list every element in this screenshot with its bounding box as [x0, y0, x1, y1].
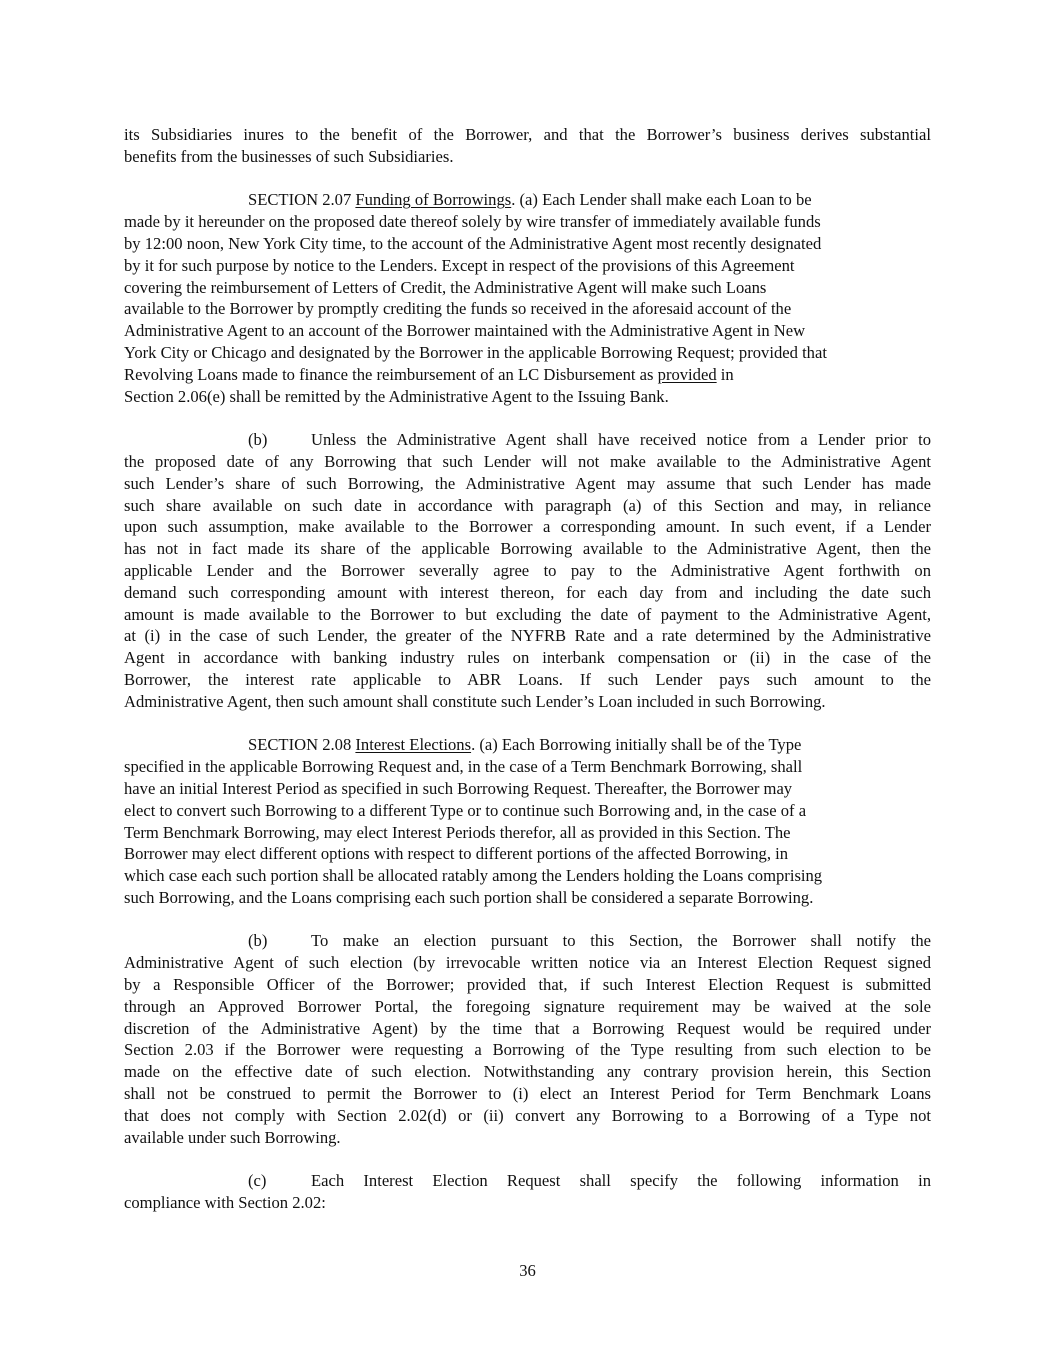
- text-line: York City or Chicago and designated by the Borrower in the applicable Borrowing Request; provided that: [124, 342, 827, 362]
- section-2-08-a: [124, 734, 931, 908]
- text-line: which case each such portion shall be allocated ratably among the Lenders holding the Loans comprising: [124, 866, 823, 886]
- text-line: available to the Borrower by promptly crediting the funds so received in the aforesaid account of the: [124, 299, 792, 319]
- text-line: Administrative Agent, then such amount shall constitute such Lender’s Loan included in such Borrowing.: [124, 691, 826, 711]
- section-2-08-c: [124, 1170, 931, 1214]
- text-line: made on the effective date of such election. Notwithstanding any contrary provision herein, this Section: [124, 1062, 931, 1082]
- text-span: Unless the Administrative Agent shall have received notice from a Lender prior to: [311, 430, 931, 450]
- text-line: Borrower, the interest rate applicable to ABR Loans. If such Lender pays such amount to the: [124, 669, 931, 689]
- text-line: [124, 429, 931, 451]
- text-line: shall not be construed to permit the Borrower to (i) elect an Interest Period for Term Benchmark Loans: [124, 1084, 931, 1104]
- text-span: Each Interest Election Request shall specify the following information in: [311, 1171, 931, 1191]
- text-line: amount is made available to the Borrower to but excluding the date of payment to the Administrative Agent,: [124, 604, 931, 624]
- text-line: compliance with Section 2.02:: [124, 1193, 326, 1213]
- section-title: Funding of Borrowings: [355, 190, 512, 210]
- subsection-label: (b): [248, 430, 268, 450]
- text-line: at (i) in the case of such Lender, the greater of the NYFRB Rate and a rate determined by the Administrative: [124, 626, 931, 646]
- text-line: has not in fact made its share of the applicable Borrowing available to the Administrative Agent, then the: [124, 539, 931, 559]
- text-line: that does not comply with Section 2.02(d) or (ii) convert any Borrowing to a Borrowing of a Type not: [124, 1105, 931, 1125]
- page-number: 36: [519, 1261, 536, 1280]
- text-span: To make an election pursuant to this Section, the Borrower shall notify the: [311, 931, 931, 951]
- text-span: Revolving Loans made to finance the reimbursement of an LC Disbursement as: [124, 364, 658, 384]
- subsection-label: (c): [248, 1171, 267, 1191]
- text-span: . (a) Each Lender shall make each Loan to be: [511, 190, 812, 210]
- text-line: have an initial Interest Period as specified in such Borrowing Request. Thereafter, the Borrower may: [124, 778, 793, 798]
- text-line: such Borrowing, and the Loans comprising each such portion shall be considered a separate Borrowing.: [124, 887, 814, 907]
- text-line: Borrower may elect different options with respect to different portions of the affected Borrowing, in: [124, 844, 789, 864]
- text-line: covering the reimbursement of Letters of Credit, the Administrative Agent will make such Loans: [124, 277, 767, 297]
- text-line: [124, 930, 931, 952]
- text-line: by it for such purpose by notice to the Lenders. Except in respect of the provisions of this Agreement: [124, 255, 795, 275]
- text-line: demand such corresponding amount with interest thereon, for each day from and including the date such: [124, 582, 931, 602]
- subsection-label: (b): [248, 931, 268, 951]
- text-line: elect to convert such Borrowing to a different Type or to continue such Borrowing and, in the case of a: [124, 800, 807, 820]
- text-line: specified in the applicable Borrowing Request and, in the case of a Term Benchmark Borrowing, shall: [124, 757, 803, 777]
- text-span: in: [716, 364, 734, 384]
- section-heading-line: [124, 189, 931, 211]
- text-line: applicable Lender and the Borrower severally agree to pay to the Administrative Agent forthwith on: [124, 560, 931, 580]
- text-line: Section 2.03 if the Borrower were requesting a Borrowing of the Type resulting from such election to be: [124, 1040, 931, 1060]
- text-line: by a Responsible Officer of the Borrower; provided that, if such Interest Election Request is submitted: [124, 975, 931, 995]
- text-line: discretion of the Administrative Agent) by the time that a Borrowing Request would be required under: [124, 1018, 931, 1038]
- section-heading-line: [124, 734, 931, 756]
- section-number: SECTION 2.08: [248, 735, 356, 755]
- text-span: . (a) Each Borrowing initially shall be of the Type: [471, 735, 802, 755]
- text-line: Section 2.06(e) shall be remitted by the Administrative Agent to the Issuing Bank.: [124, 386, 669, 406]
- text-line: such Lender’s share of such Borrowing, the Administrative Agent may assume that such Lender has made: [124, 473, 931, 493]
- section-2-08-b: [124, 930, 931, 1148]
- text-line: made by it hereunder on the proposed date thereof solely by wire transfer of immediately available funds: [124, 212, 821, 232]
- section-2-07-b: [124, 429, 931, 712]
- text-line: Agent in accordance with banking industry rules on interbank compensation or (ii) in the case of the: [124, 648, 931, 668]
- text-line: [124, 364, 931, 386]
- text-line: through an Approved Borrower Portal, the foregoing signature requirement may be waived at the sole: [124, 996, 931, 1016]
- text-line: the proposed date of any Borrowing that such Lender will not make available to the Administrative Agent: [124, 451, 931, 471]
- underlined-term: provided: [657, 364, 717, 384]
- text-line: such share available on such date in accordance with paragraph (a) of this Section and may, in reliance: [124, 495, 931, 515]
- text-line: Term Benchmark Borrowing, may elect Interest Periods therefor, all as provided in this Section. The: [124, 822, 791, 842]
- text-line: its Subsidiaries inures to the benefit of the Borrower, and that the Borrower’s business derives substantial: [124, 125, 931, 144]
- text-line: benefits from the businesses of such Subsidiaries.: [124, 146, 454, 166]
- text-line: Administrative Agent to an account of the Borrower maintained with the Administrative Agent in New: [124, 321, 806, 341]
- paragraph-intro: [124, 124, 931, 168]
- text-line: upon such assumption, make available to the Borrower a corresponding amount. In such event, if a Lender: [124, 517, 931, 537]
- text-line: by 12:00 noon, New York City time, to the account of the Administrative Agent most recently designated: [124, 233, 822, 253]
- section-2-07-a: [124, 189, 931, 407]
- section-number: SECTION 2.07: [248, 190, 356, 210]
- text-line: Administrative Agent of such election (by irrevocable written notice via an Interest Election Request signed: [124, 953, 931, 973]
- document-page: [124, 124, 931, 1214]
- text-line: available under such Borrowing.: [124, 1127, 341, 1147]
- text-line: [124, 1170, 931, 1192]
- section-title: Interest Elections: [355, 735, 472, 755]
